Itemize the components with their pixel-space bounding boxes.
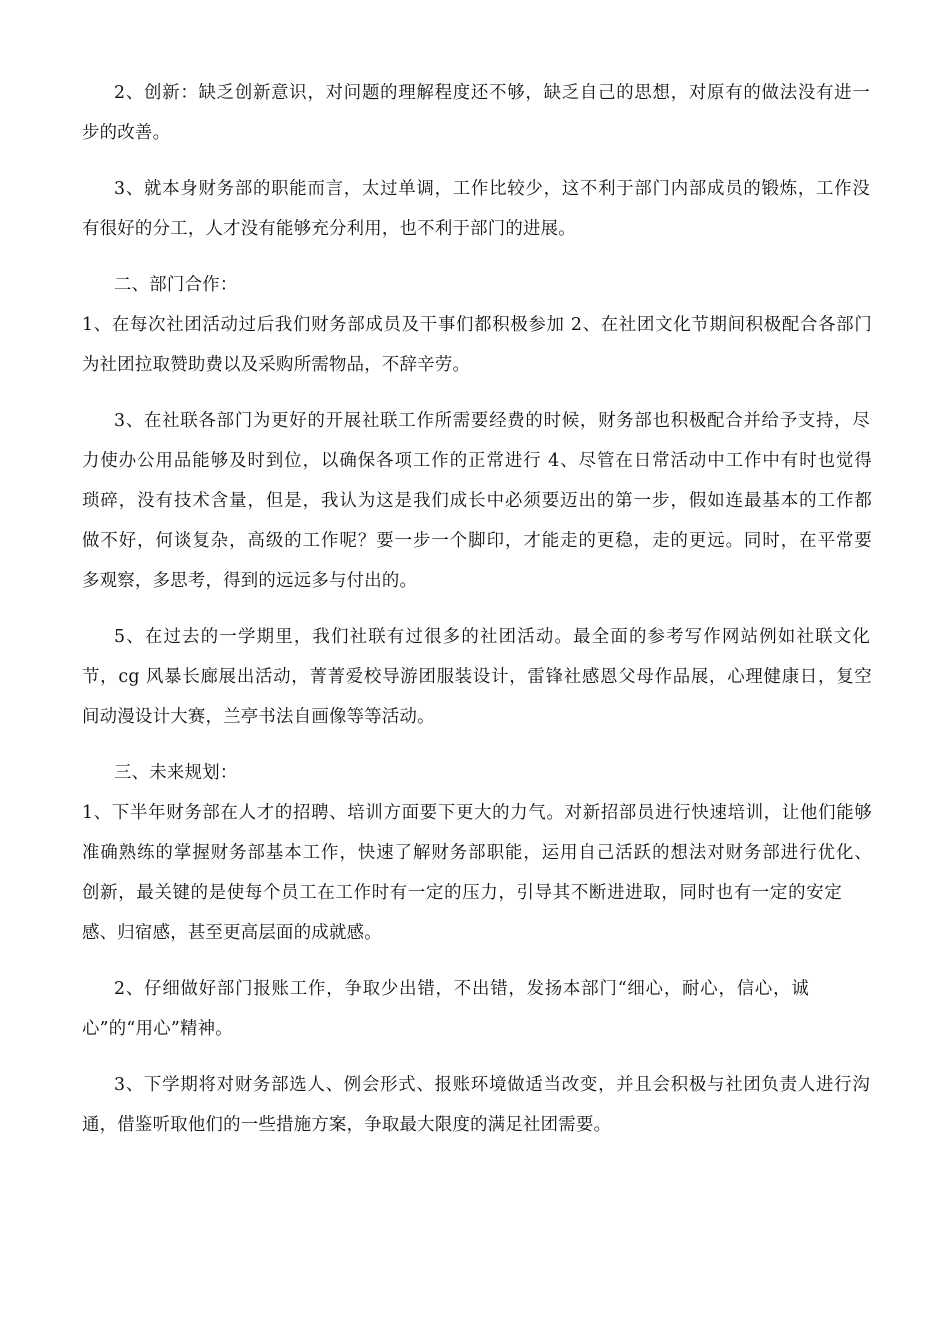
paragraph-line: 3、就本身财务部的职能而言，太过单调，工作比较少，这不利于部门内部成员的锻炼，工作没 [114, 179, 870, 199]
paragraph-line: 2、创新：缺乏创新意识，对问题的理解程度还不够，缺乏自己的思想，对原有的做法没有进一 [114, 83, 870, 103]
paragraph-line: 准确熟练的掌握财务部基本工作，快速了解财务部职能，运用自己活跃的想法对财务部进行优化、 [82, 843, 872, 863]
paragraph-line: 感、归宿感，甚至更高层面的成就感。 [82, 923, 382, 943]
paragraph-line: 做不好，何谈复杂，高级的工作呢？要一步一个脚印，才能走的更稳，走的更远。同时，在平常要 [82, 531, 872, 551]
paragraph-line: 2、仔细做好部门报账工作，争取少出错，不出错，发扬本部门“细心，耐心，信心，诚 [114, 979, 809, 999]
paragraph-line: 琐碎，没有技术含量，但是，我认为这是我们成长中必须要迈出的第一步，假如连最基本的工作都 [82, 491, 872, 511]
paragraph-line: 3、下学期将对财务部选人、例会形式、报账环境做适当改变，并且会积极与社团负责人进行沟 [114, 1075, 870, 1095]
paragraph-line: 力使办公用品能够及时到位，以确保各项工作的正常进行 4、尽管在日常活动中工作中有时也觉得 [82, 451, 872, 471]
paragraph-line: 创新，最关键的是使每个员工在工作时有一定的压力，引导其不断进进取，同时也有一定的安定 [82, 883, 842, 903]
paragraph-line: 3、在社联各部门为更好的开展社联工作所需要经费的时候，财务部也积极配合并给予支持，尽 [114, 411, 870, 431]
paragraph-line: 1、在每次社团活动过后我们财务部成员及干事们都积极参加 2、在社团文化节期间积极配合各部门 [82, 315, 872, 335]
paragraph-line: 1、下半年财务部在人才的招聘、培训方面要下更大的力气。对新招部员进行快速培训，让他们能够 [82, 803, 872, 823]
section-heading: 二、部门合作： [114, 275, 238, 295]
paragraph-line: 多观察，多思考，得到的远远多与付出的。 [82, 571, 418, 591]
paragraph-line: 通，借鉴听取他们的一些措施方案，争取最大限度的满足社团需要。 [82, 1115, 612, 1135]
paragraph-line: 节，cg 风暴长廊展出活动，菁菁爱校导游团服装设计，雷锋社感恩父母作品展，心理健康日，复空 [82, 667, 872, 687]
paragraph-line: 为社团拉取赞助费以及采购所需物品，不辞辛劳。 [82, 355, 471, 375]
paragraph-line: 心”的“用心”精神。 [82, 1019, 233, 1039]
paragraph-line: 间动漫设计大赛，兰亭书法自画像等等活动。 [82, 707, 435, 727]
paragraph-line: 有很好的分工，人才没有能够充分利用，也不利于部门的进展。 [82, 219, 576, 239]
paragraph-line: 5、在过去的一学期里，我们社联有过很多的社团活动。最全面的参考写作网站例如社联文化 [114, 627, 870, 647]
paragraph-line: 步的改善。 [82, 123, 171, 143]
section-heading: 三、未来规划： [114, 763, 238, 783]
